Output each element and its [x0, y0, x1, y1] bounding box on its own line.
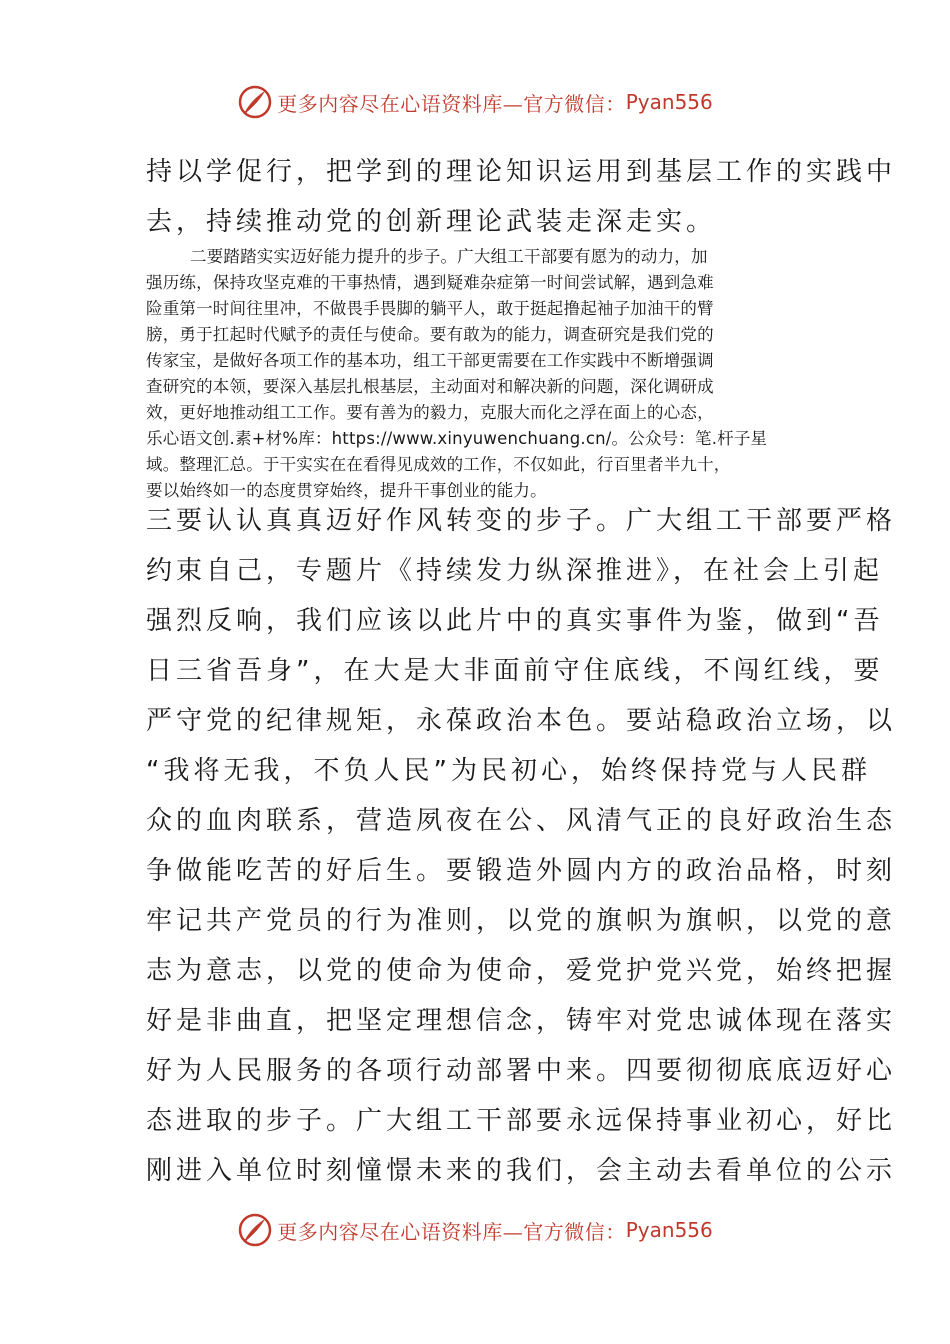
text-line: 持以学促行，把学到的理论知识运用到基层工作的实践中 — [146, 157, 897, 187]
text-line: 乐心语文创.素+材%库：https://www.xinyuwenchuang.cn/。公众号：笔.杆子星 — [146, 429, 768, 448]
footer-banner — [0, 1208, 950, 1252]
paragraph-2 — [146, 244, 806, 504]
text-line: 查研究的本领，要深入基层扎根基层，主动面对和解决新的问题，深化调研成 — [146, 377, 714, 396]
text-line: 众的血肉联系，营造夙夜在公、风清气正的良好政治生态 — [146, 806, 897, 836]
text-line: “我将无我，不负人民”为民初心，始终保持党与人民群 — [146, 756, 871, 786]
text-line: 牢记共产党员的行为准则，以党的旗帜为旗帜，以党的意 — [146, 906, 897, 936]
quill-logo-icon — [237, 84, 273, 120]
text-line: 志为意志，以党的使命为使命，爱党护党兴党，始终把握 — [146, 956, 897, 986]
text-line: 险重第一时间往里冲，不做畏手畏脚的躺平人，敢于挺起撸起袖子加油干的臂 — [146, 299, 714, 318]
text-line: 传家宝，是做好各项工作的基本功，组工干部更需要在工作实践中不断增强调 — [146, 351, 714, 370]
text-line: 争做能吃苦的好后生。要锻造外圆内方的政治品格，时刻 — [146, 856, 897, 886]
text-line: 膀，勇于扛起时代赋予的责任与使命。要有敢为的能力，调查研究是我们党的 — [146, 325, 714, 344]
text-line: 严守党的纪律规矩，永葆政治本色。要站稳政治立场，以 — [146, 706, 897, 736]
text-line: 去，持续推动党的创新理论武装走深走实。 — [146, 207, 717, 237]
text-line: 三要认认真真迈好作风转变的步子。广大组工干部要严格 — [146, 506, 897, 536]
text-line: 二要踏踏实实迈好能力提升的步子。广大组工干部要有愿为的动力，加 — [190, 247, 708, 266]
text-line: 效，更好地推动组工工作。要有善为的毅力，克服大而化之浮在面上的心态， — [146, 403, 714, 422]
text-line: 刚进入单位时刻憧憬未来的我们，会主动去看单位的公示 — [146, 1156, 897, 1186]
text-line: 强历练，保持攻坚克难的干事热情，遇到疑难杂症第一时间尝试解，遇到急难 — [146, 273, 714, 292]
text-line: 域。整理汇总。于干实实在在看得见成效的工作，不仅如此，行百里者半九十， — [146, 455, 731, 474]
banner-text: 更多内容尽在心语资料库—官方微信： — [277, 91, 626, 116]
text-line: 强烈反响，我们应该以此片中的真实事件为鉴，做到“吾 — [146, 606, 884, 636]
banner-wechat-id: Pyan556 — [625, 90, 713, 114]
paragraph-1 — [146, 147, 897, 247]
text-line: 好是非曲直，把坚定理想信念，铸牢对党忠诚体现在落实 — [146, 1006, 897, 1036]
text-line: 日三省吾身”，在大是大非面前守住底线，不闯红线，要 — [146, 656, 884, 686]
banner-text: 更多内容尽在心语资料库—官方微信： — [277, 1219, 626, 1244]
paragraph-3 — [146, 496, 897, 1196]
text-line: 约束自己，专题片《持续发力纵深推进》，在社会上引起 — [146, 556, 884, 586]
banner-wechat-id: Pyan556 — [625, 1218, 713, 1242]
text-line: 好为人民服务的各项行动部署中来。四要彻彻底底迈好心 — [146, 1056, 897, 1086]
text-line: 要以始终如一的态度贯穿始终，提升干事创业的能力。 — [146, 481, 547, 500]
header-banner — [0, 80, 950, 124]
quill-logo-icon — [237, 1212, 273, 1248]
text-line: 态进取的步子。广大组工干部要永远保持事业初心，好比 — [146, 1106, 897, 1136]
